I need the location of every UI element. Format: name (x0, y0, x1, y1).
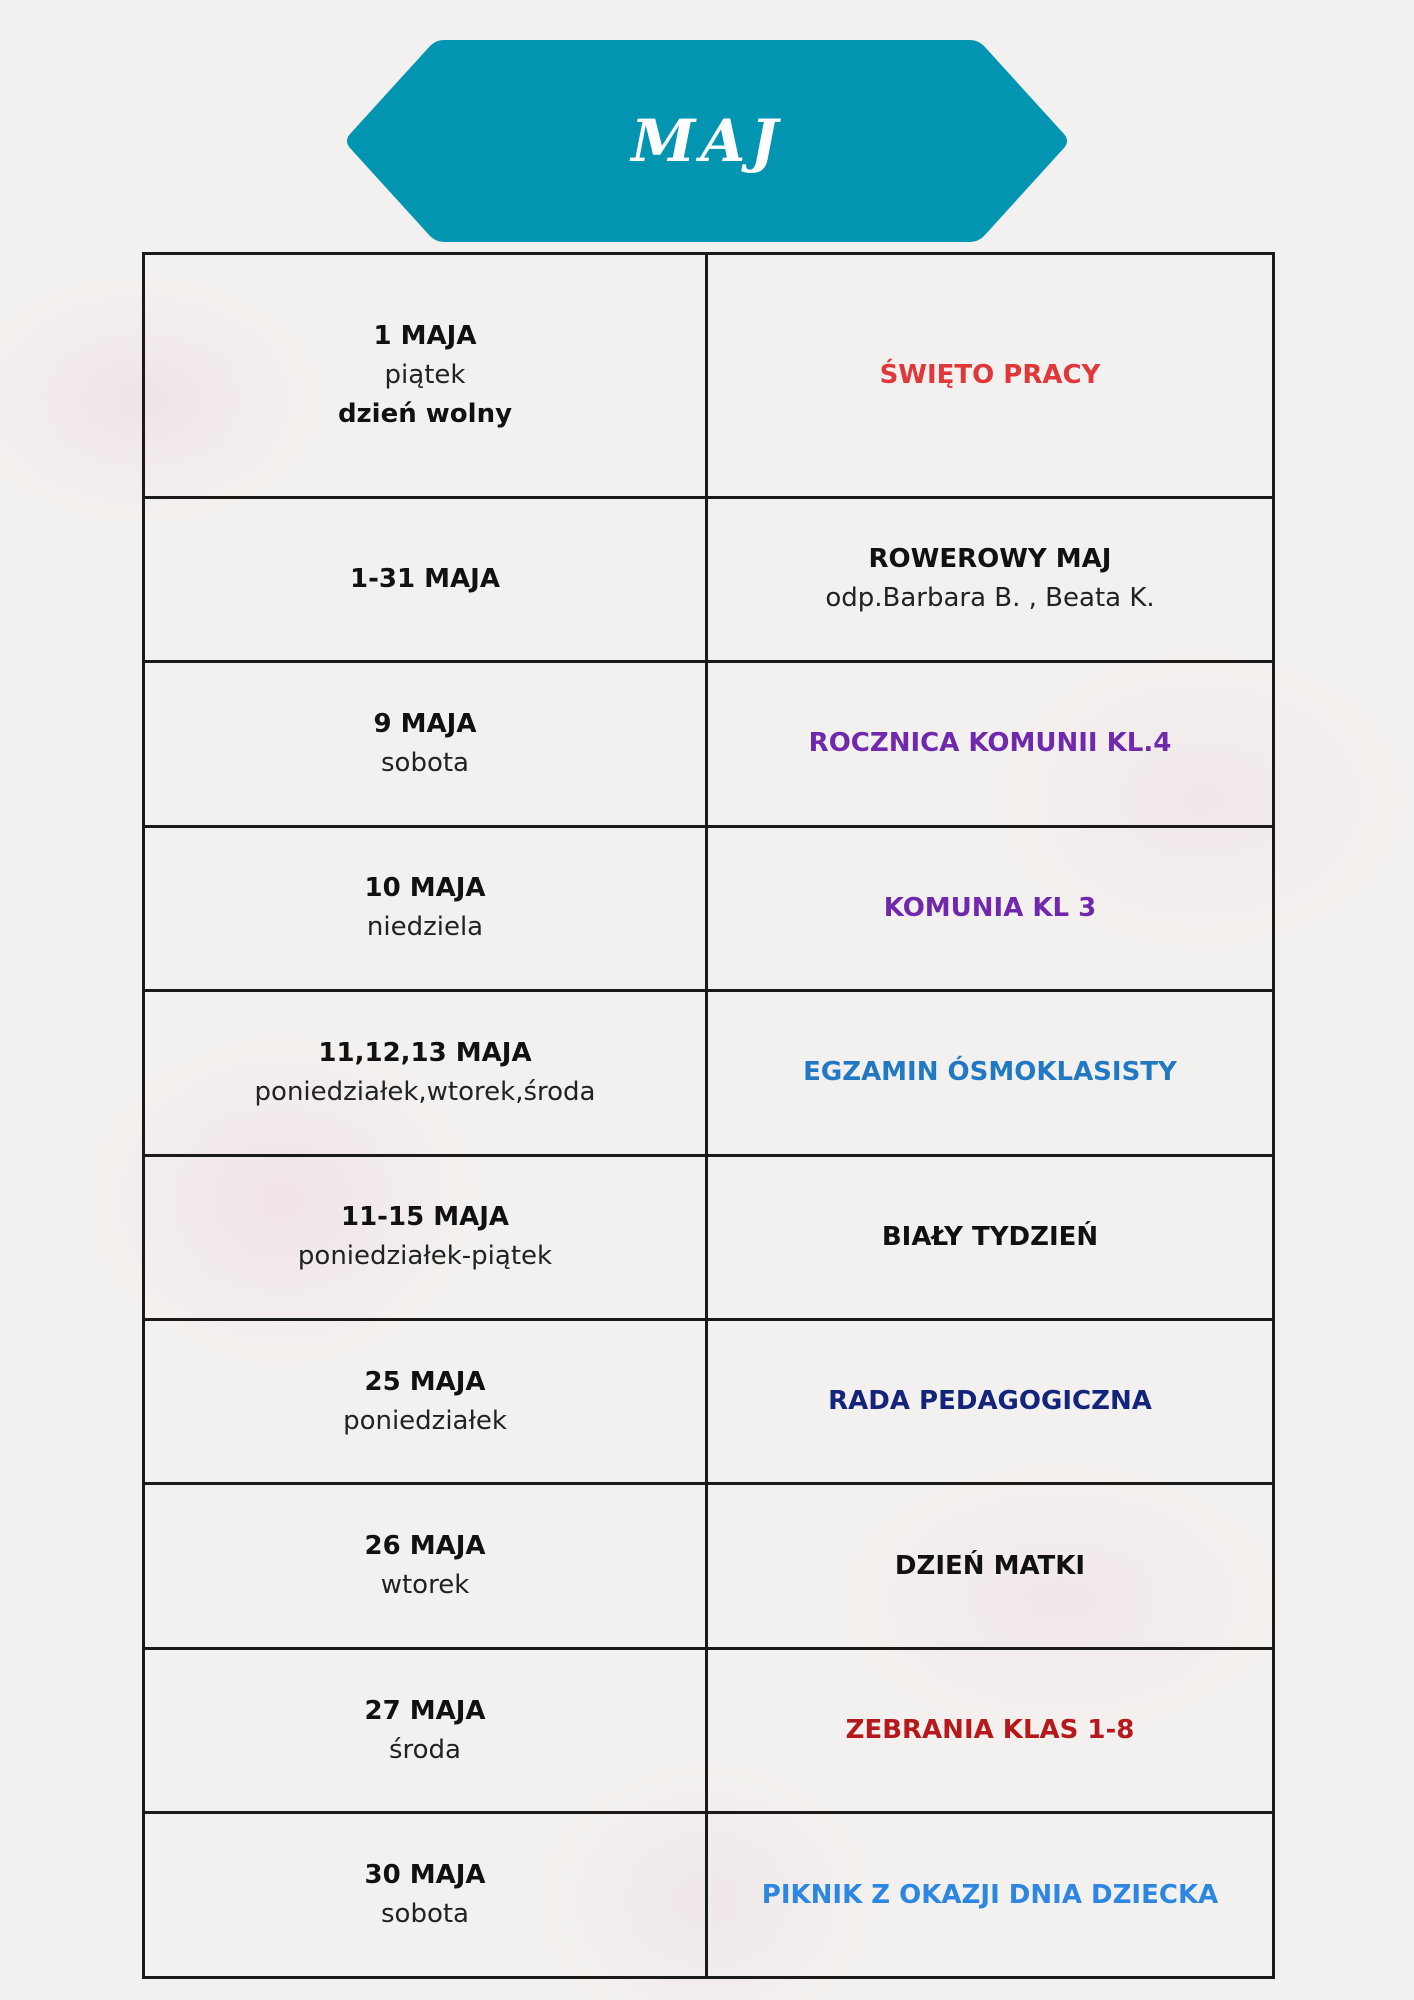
date-label: 11-15 MAJA (341, 1202, 509, 1233)
month-title: MAJ (631, 107, 783, 175)
date-label: 1 MAJA (373, 320, 477, 351)
event-label: ROCZNICA KOMUNII KL.4 (808, 728, 1172, 759)
event-cell (707, 497, 1274, 661)
event-label: EGZAMIN ÓSMOKLASISTY (803, 1057, 1177, 1088)
date-cell (144, 254, 707, 498)
weekday-label: niedziela (366, 912, 484, 943)
table-row (144, 254, 1274, 498)
date-cell (144, 497, 707, 661)
date-label: 9 MAJA (373, 708, 477, 739)
table-row (144, 1484, 1274, 1648)
date-cell (144, 1155, 707, 1319)
date-cell (144, 1648, 707, 1812)
event-cell (707, 1813, 1274, 1978)
event-cell (707, 1648, 1274, 1812)
date-cell (144, 662, 707, 826)
event-cell (707, 662, 1274, 826)
table-row (144, 991, 1274, 1155)
event-label: ŚWIĘTO PRACY (879, 359, 1101, 390)
date-cell (144, 991, 707, 1155)
date-cell (144, 1320, 707, 1484)
table-row (144, 1320, 1274, 1484)
day-off-note: dzień wolny (337, 398, 513, 429)
table-row (144, 662, 1274, 826)
date-cell (144, 826, 707, 990)
weekday-label: poniedziałek-piątek (297, 1241, 553, 1272)
events-table (142, 252, 1275, 1979)
event-cell (707, 1155, 1274, 1319)
date-cell (144, 1813, 707, 1978)
weekday-label: wtorek (380, 1570, 470, 1601)
event-cell (707, 826, 1274, 990)
event-label: RADA PEDAGOGICZNA (828, 1386, 1152, 1417)
date-cell (144, 1484, 707, 1648)
table-row (144, 826, 1274, 990)
event-label: DZIEŃ MATKI (894, 1550, 1086, 1581)
event-label: PIKNIK Z OKAZJI DNIA DZIECKA (761, 1879, 1219, 1910)
weekday-label: sobota (381, 1899, 469, 1930)
event-cell (707, 1484, 1274, 1648)
event-label: ROWEROWY MAJ (868, 544, 1112, 575)
date-label: 1-31 MAJA (350, 563, 500, 594)
event-cell (707, 991, 1274, 1155)
month-banner (344, 40, 1070, 242)
event-label: KOMUNIA KL 3 (883, 892, 1097, 923)
event-label: ZEBRANIA KLAS 1-8 (845, 1715, 1135, 1746)
date-label: 30 MAJA (364, 1860, 486, 1891)
event-responsible: odp.Barbara B. , Beata K. (825, 583, 1155, 614)
date-label: 25 MAJA (364, 1366, 486, 1397)
table-row (144, 497, 1274, 661)
date-label: 27 MAJA (364, 1695, 486, 1726)
weekday-label: środa (388, 1734, 461, 1765)
date-label: 11,12,13 MAJA (318, 1037, 532, 1068)
weekday-label: sobota (381, 747, 469, 778)
table-row (144, 1648, 1274, 1812)
table-row (144, 1813, 1274, 1978)
event-label: BIAŁY TYDZIEŃ (881, 1221, 1099, 1252)
date-label: 10 MAJA (364, 873, 486, 904)
weekday-label: piątek (384, 359, 466, 390)
event-cell (707, 254, 1274, 498)
date-label: 26 MAJA (364, 1531, 486, 1562)
table-row (144, 1155, 1274, 1319)
weekday-label: poniedziałek,wtorek,środa (254, 1076, 596, 1107)
event-cell (707, 1320, 1274, 1484)
weekday-label: poniedziałek (343, 1405, 507, 1436)
